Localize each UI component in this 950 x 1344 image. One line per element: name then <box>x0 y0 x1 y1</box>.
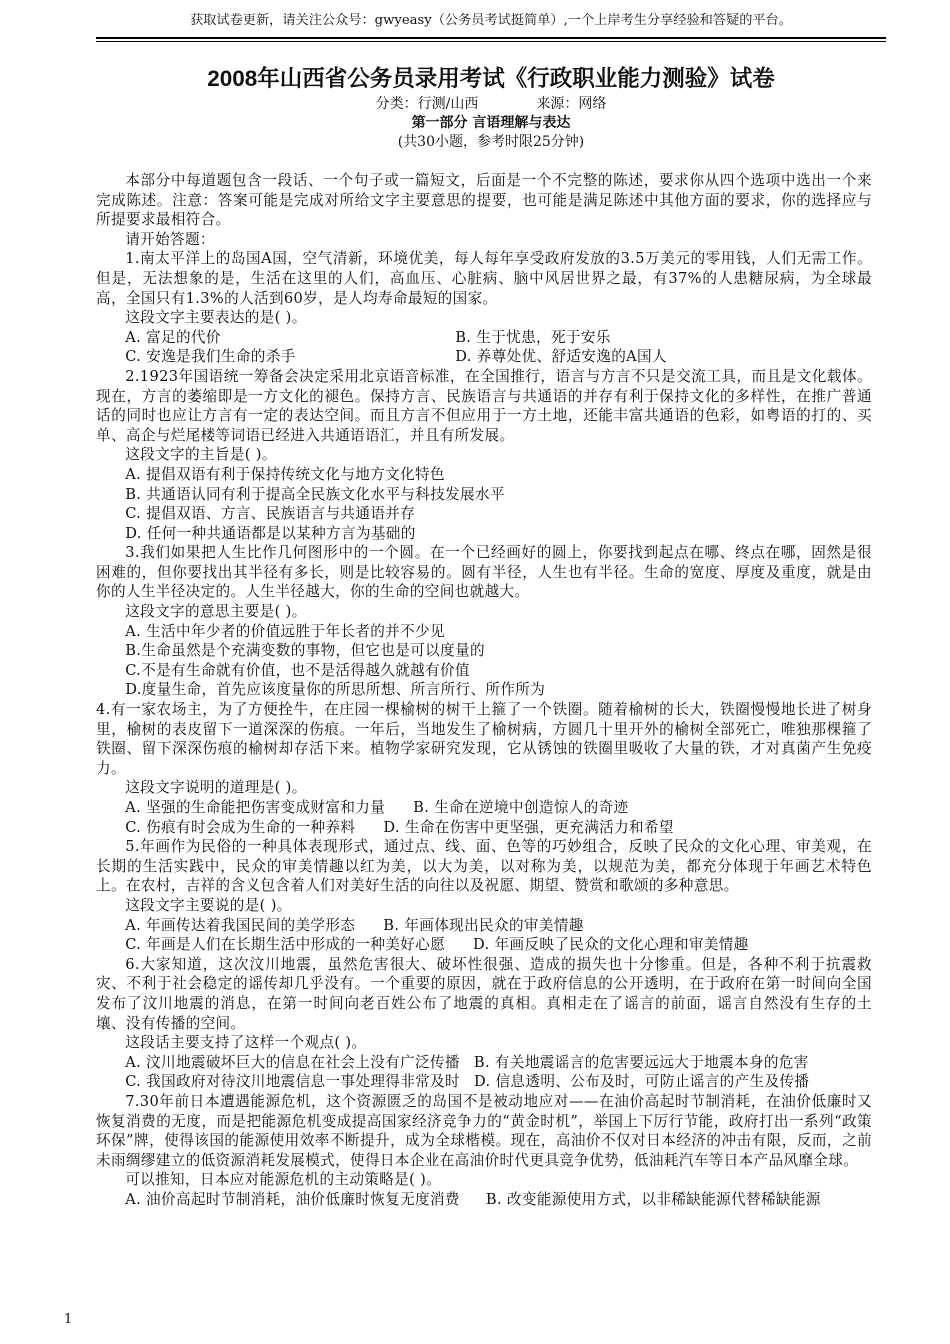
question-stem: 这段文字主要表达的是( )。 <box>125 309 307 327</box>
question-passage: 5.年画作为民俗的一种具体表现形式，通过点、线、面、色等的巧妙组合，反映了民众的文化心理、审美观，在长期的生活实践中，民众的审美情趣以红为美，以大为美，以对称为美，以规范为美，都充分体现于年画艺术特色上。在农村，吉祥的含义包含着人们对美好生活的向往以及祝愿、期望、赞赏和歌颂的多种意思。 <box>96 838 872 895</box>
option-b: B.生命虽然是个充满变数的事物，但它也是可以度量的 <box>125 642 485 660</box>
option-b: B. 改变能源使用方式，以非稀缺能源代替稀缺能源 <box>485 1190 821 1208</box>
options-row <box>96 1072 872 1092</box>
section-title: 第一部分 言语理解与表达 <box>411 115 571 131</box>
option-b: B. 生于忧患，死于安乐 <box>455 328 611 346</box>
options-row <box>96 1053 872 1073</box>
instructions: 本部分中每道题包含一段话、一个句子或一篇短文，后面是一个不完整的陈述，要求你从四个选项中选出一个来完成陈述。注意：答案可能是完成对所给文字主要意思的提要，也可能是满足陈述中其他方面的要求，你的选择应与所提要求最相符合。 <box>96 172 872 229</box>
option-c: C. 提倡双语、方言、民族语言与共通语并存 <box>125 505 416 523</box>
option-c: C. 伤痕有时会成为生命的一种养料 <box>125 818 356 836</box>
header-rule-thick <box>96 37 886 39</box>
question-stem: 这段话主要支持了这样一个观点( )。 <box>125 1034 367 1052</box>
option-b: B. 年画体现出民众的审美情趣 <box>383 916 584 934</box>
exam-body <box>96 171 872 1209</box>
option-c: C. 我国政府对待汶川地震信息一事处理得非常及时 <box>125 1073 460 1091</box>
header-rule-thin <box>96 41 886 42</box>
option-d: D.度量生命，首先应该度量你的所思所想、所言所行、所作所为 <box>125 681 546 699</box>
options-row <box>96 818 872 838</box>
section-note: (共30小题，参考时限25分钟) <box>397 134 585 150</box>
option-a: A. 坚强的生命能把伤害变成财富和力量 <box>125 799 386 816</box>
option-d: D. 任何一种共通语都是以某种方言为基础的 <box>125 524 416 542</box>
options-row <box>96 935 872 955</box>
option-a: A. 汶川地震破坏巨大的信息在社会上没有广泛传播 <box>125 1053 460 1071</box>
meta-source: 来源：网络 <box>536 96 607 112</box>
option-c: C. 安逸是我们生命的杀手 <box>125 348 296 366</box>
option-a: A. 提倡双语有利于保持传统文化与地方文化特色 <box>125 465 445 483</box>
option-d: D. 生命在伤害中更坚强，更充满活力和希望 <box>383 818 674 836</box>
question-passage: 1.南太平洋上的岛国A国，空气清新，环境优美，每人每年享受政府发放的3.5万美元的零用钱，人们无需工作。但是，无法想象的是，生活在这里的人们，高血压、心脏病、脑中风居世界之最，有37%的人患糖尿病，为全球最高，全国只有1.3%的人活到60岁，是人均寿命最短的国家。 <box>96 250 872 307</box>
options-row <box>96 798 872 818</box>
option-b: B. 共通语认同有利于提高全民族文化水平与科技发展水平 <box>125 485 505 503</box>
start-prompt: 请开始答题： <box>125 230 215 248</box>
exam-meta <box>96 95 886 114</box>
option-d: D. 年画反映了民众的文化心理和审美情趣 <box>473 936 749 954</box>
option-d: D. 养尊处优、舒适安逸的A国人 <box>455 348 667 366</box>
question-stem: 这段文字主要说的是( )。 <box>125 896 292 914</box>
question-stem: 可以推知，日本应对能源危机的主动策略是( )。 <box>125 1171 442 1189</box>
question-stem: 这段文字说明的道理是( )。 <box>125 779 307 797</box>
exam-title: 2008年山西省公务员录用考试《行政职业能力测验》试卷 <box>207 66 775 91</box>
option-a: A. 富足的代价 <box>125 328 221 346</box>
options-row <box>96 328 872 348</box>
option-a: A. 年画传达着我国民间的美学形态 <box>125 916 356 934</box>
option-b: B. 生命在逆境中创造惊人的奇迹 <box>413 799 629 816</box>
question-stem: 这段文字的意思主要是( )。 <box>125 603 307 621</box>
question-passage: 7.30年前日本遭遇能源危机，这个资源匮乏的岛国不是被动地应对——在油价高起时节制消耗，在油价低廉时又恢复消费的无度，而是把能源危机变成提高国家经济竞争力的“黄金时机”，举国上下厉行节能，政府打出一系列“政策环保”牌，使得该国的能源使用效率不断提升，成为全球楷模。现在，高油价不仅对日本经济的冲击有限，反而，之前未雨绸缪建立的低资源消耗发展模式，使得日本企业在高油价时代更具竞争优势，低油耗汽车等日本产品风靡全球。 <box>96 1092 872 1169</box>
page-header: 获取试卷更新，请关注公众号：gwyeasy（公务员考试挺简单）,一个上岸考生分享经验和答疑的平台。 <box>190 13 792 28</box>
options-row <box>96 916 872 936</box>
options-row <box>96 347 872 367</box>
page-number: 1 <box>64 1312 73 1327</box>
question-passage: 4.有一家农场主，为了方便拴牛，在庄园一棵榆树的树干上箍了一个铁圈。随着榆树的长大，铁圈慢慢地长进了树身里，榆树的表皮留下一道深深的伤痕。一年后，当地发生了榆树病，方圆几十里开外的榆树全部死亡，唯独那棵箍了铁圈、留下深深伤痕的榆树却存活下来。植物学家研究发现，它从锈蚀的铁圈里吸收了大量的铁，才对真菌产生免疫力。 <box>96 701 872 777</box>
option-b: B. 有关地震谣言的危害要远远大于地震本身的危害 <box>473 1053 809 1071</box>
question-passage: 6.大家知道，这次汶川地震，虽然危害很大、破坏性很强、造成的损失也十分惨重。但是，各种不利于抗震救灾、不利于社会稳定的谣传却几乎没有。一个重要的原因，就在于政府信息的公开透明，在于政府在第一时间向全国发布了汶川地震的消息，在第一时间向老百姓公布了地震的真相。真相走在了谣言的前面，谣言自然没有生存的土壤、没有传播的空间。 <box>96 955 872 1032</box>
meta-category: 分类：行测/山西 <box>375 96 479 112</box>
question-passage: 3.我们如果把人生比作几何图形中的一个圆。在一个已经画好的圆上，你要找到起点在哪、终点在哪，固然是很困难的，但你要找出其半径有多长，则是比较容易的。圆有半径，人生也有半径。生命的宽度、厚度及重度，就是由你的人生半径决定的。人生半径越大，你的生命的空间也就越大。 <box>96 544 872 601</box>
option-a: A. 油价高起时节制消耗，油价低廉时恢复无度消费 <box>125 1190 460 1208</box>
option-c: C. 年画是人们在长期生活中形成的一种美好心愿 <box>125 936 446 954</box>
option-d: D. 信息透明、公布及时，可防止谣言的产生及传播 <box>473 1073 810 1091</box>
option-a: A. 生活中年少者的价值远胜于年长者的并不少见 <box>125 622 445 640</box>
option-c: C.不是有生命就有价值，也不是活得越久就越有价值 <box>125 661 470 679</box>
question-stem: 这段文字的主旨是( )。 <box>125 446 277 464</box>
question-passage: 2.1923年国语统一筹备会决定采用北京语音标准，在全国推行，语言与方言不只是交流工具，而且是文化载体。现在，方言的萎缩即是一方文化的褪色。保持方言、民族语言与共通语的并存有利于保持文化的多样性，在推广普通话的同时也应让方言有一定的表达空间。而且方言不但应用于一方土地，还能丰富共通语的色彩，如粤语的打的、买单、高企与烂尾楼等词语已经进入共通语语汇，并且有所发展。 <box>96 367 872 444</box>
options-row <box>96 1190 872 1210</box>
